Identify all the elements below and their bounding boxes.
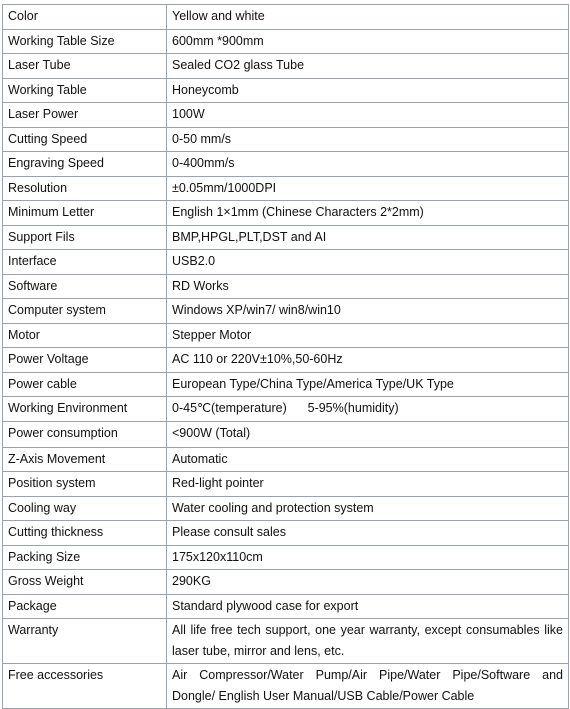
spec-row-laser-tube	[3, 54, 569, 79]
spec-label: Cooling way	[3, 496, 167, 521]
spec-label: Color	[3, 5, 167, 30]
spec-label: Laser Power	[3, 103, 167, 128]
spec-label: Working Table Size	[3, 29, 167, 54]
spec-value: <900W (Total)	[167, 421, 569, 447]
spec-row-motor	[3, 323, 569, 348]
spec-value: 600mm *900mm	[167, 29, 569, 54]
spec-label: Engraving Speed	[3, 152, 167, 177]
spec-row-computer-system	[3, 299, 569, 324]
spec-value: Yellow and white	[167, 5, 569, 30]
spec-row-working-table-size	[3, 29, 569, 54]
spec-value: 0-400mm/s	[167, 152, 569, 177]
spec-label: Laser Tube	[3, 54, 167, 79]
spec-value: Honeycomb	[167, 78, 569, 103]
spec-row-power-consumption	[3, 421, 569, 447]
spec-value: English 1×1mm (Chinese Characters 2*2mm)	[167, 201, 569, 226]
spec-value: Windows XP/win7/ win8/win10	[167, 299, 569, 324]
spec-label: Minimum Letter	[3, 201, 167, 226]
spec-table	[2, 4, 569, 709]
spec-value: Red-light pointer	[167, 472, 569, 497]
spec-row-free-accessories	[3, 664, 569, 709]
spec-value: 0-45℃(temperature) 5-95%(humidity)	[167, 397, 569, 422]
spec-label: Working Table	[3, 78, 167, 103]
spec-label: Free accessories	[3, 664, 167, 709]
spec-label: Software	[3, 274, 167, 299]
spec-label: Cutting thickness	[3, 521, 167, 546]
spec-label: Warranty	[3, 619, 167, 664]
spec-row-interface	[3, 250, 569, 275]
spec-label: Power cable	[3, 372, 167, 397]
spec-label: Cutting Speed	[3, 127, 167, 152]
spec-value: 100W	[167, 103, 569, 128]
spec-value: ±0.05mm/1000DPI	[167, 176, 569, 201]
spec-row-minimum-letter	[3, 201, 569, 226]
spec-row-warranty	[3, 619, 569, 664]
spec-row-cooling-way	[3, 496, 569, 521]
spec-row-package	[3, 594, 569, 619]
spec-value: Water cooling and protection system	[167, 496, 569, 521]
spec-row-cutting-thickness	[3, 521, 569, 546]
spec-label: Motor	[3, 323, 167, 348]
spec-row-position-system	[3, 472, 569, 497]
spec-value: USB2.0	[167, 250, 569, 275]
spec-label: Resolution	[3, 176, 167, 201]
spec-value: 290KG	[167, 570, 569, 595]
spec-label: Z-Axis Movement	[3, 447, 167, 472]
spec-row-software	[3, 274, 569, 299]
spec-value: Automatic	[167, 447, 569, 472]
spec-row-gross-weight	[3, 570, 569, 595]
spec-row-packing-size	[3, 545, 569, 570]
spec-row-working-table	[3, 78, 569, 103]
spec-value: Standard plywood case for export	[167, 594, 569, 619]
spec-label: Position system	[3, 472, 167, 497]
spec-value: Stepper Motor	[167, 323, 569, 348]
spec-row-power-voltage	[3, 348, 569, 373]
spec-value: 175x120x110cm	[167, 545, 569, 570]
spec-label: Power consumption	[3, 421, 167, 447]
spec-row-working-environment	[3, 397, 569, 422]
spec-label: Working Environment	[3, 397, 167, 422]
spec-label: Package	[3, 594, 167, 619]
spec-row-laser-power	[3, 103, 569, 128]
spec-value: BMP,HPGL,PLT,DST and AI	[167, 225, 569, 250]
spec-row-z-axis-movement	[3, 447, 569, 472]
spec-label: Gross Weight	[3, 570, 167, 595]
spec-value: Air Compressor/Water Pump/Air Pipe/Water Pipe/Software and Dongle/ English User Manual/USB Cable/Power Cable	[167, 664, 569, 709]
spec-value: Sealed CO2 glass Tube	[167, 54, 569, 79]
spec-value: AC 110 or 220V±10%,50-60Hz	[167, 348, 569, 373]
spec-label: Computer system	[3, 299, 167, 324]
spec-label: Interface	[3, 250, 167, 275]
spec-row-cutting-speed	[3, 127, 569, 152]
spec-row-power-cable	[3, 372, 569, 397]
spec-value: 0-50 mm/s	[167, 127, 569, 152]
spec-value: RD Works	[167, 274, 569, 299]
spec-row-resolution	[3, 176, 569, 201]
spec-row-engraving-speed	[3, 152, 569, 177]
spec-row-support-files	[3, 225, 569, 250]
spec-label: Support Fils	[3, 225, 167, 250]
spec-value: European Type/China Type/America Type/UK Type	[167, 372, 569, 397]
spec-value: All life free tech support, one year warranty, except consumables like laser tube, mirror and lens, etc.	[167, 619, 569, 664]
spec-label: Packing Size	[3, 545, 167, 570]
spec-label: Power Voltage	[3, 348, 167, 373]
spec-table-body	[3, 5, 569, 709]
spec-value: Please consult sales	[167, 521, 569, 546]
spec-row-color	[3, 5, 569, 30]
